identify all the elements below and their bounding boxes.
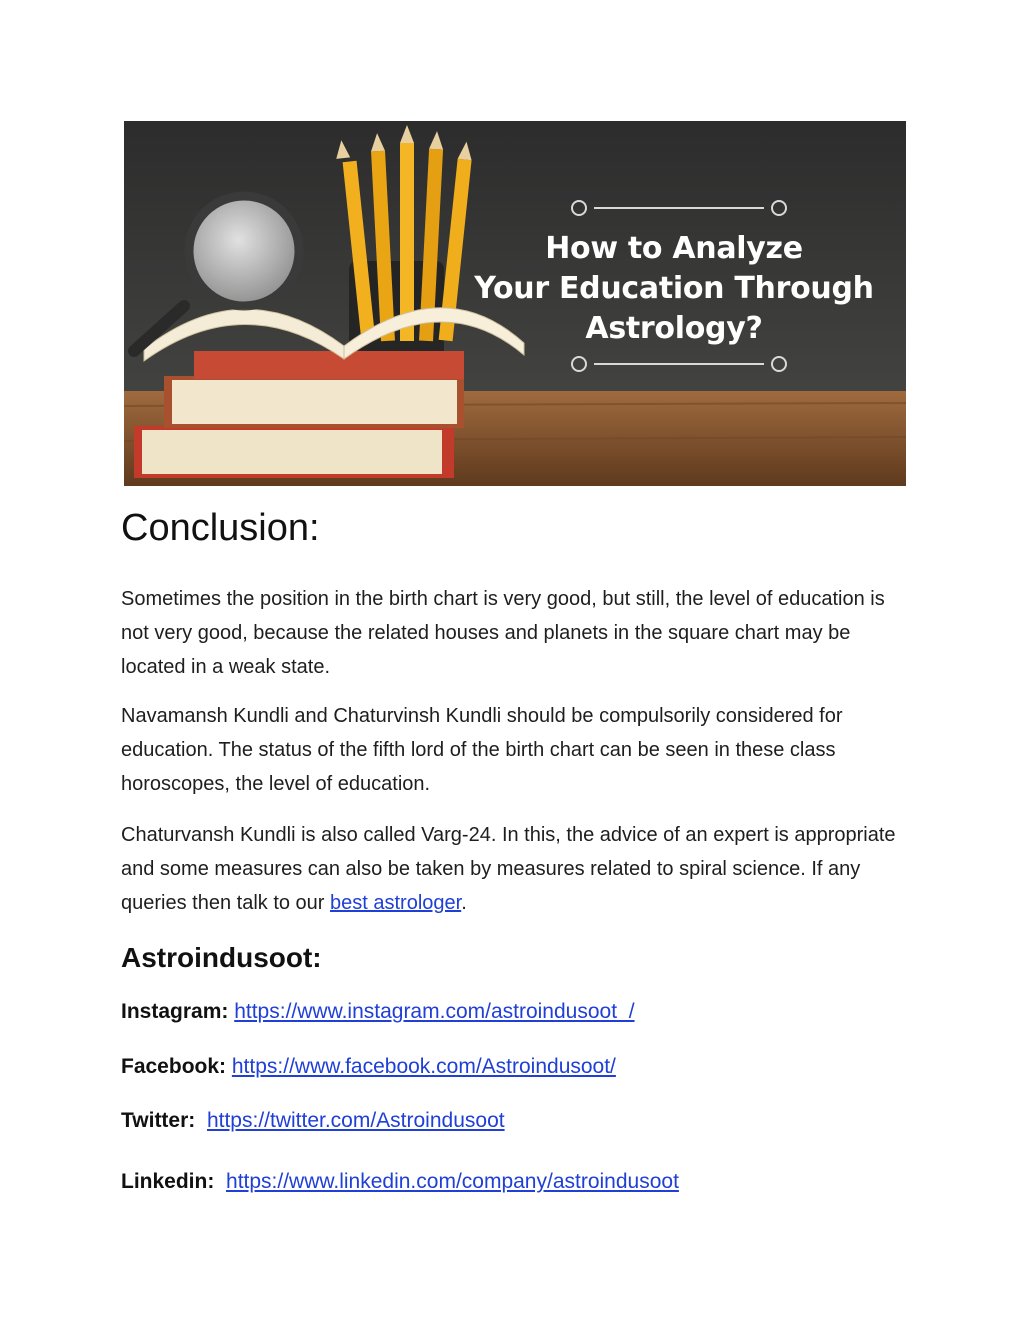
banner-headline-line-3: Astrology? (585, 311, 763, 346)
banner-headline-line-2: Your Education Through (474, 271, 874, 306)
facebook-row (121, 1055, 616, 1079)
conclusion-paragraph-2: Navamansh Kundli and Chaturvinsh Kundli should be compulsorily considered for education. The status of the fifth lord of the birth chart can be seen in these class horoscopes, the level of education. (121, 705, 843, 795)
astroindusoot-heading: Astroindusoot: (121, 942, 322, 973)
paragraph-3-text: Chaturvansh Kundli is also called Varg-24. In this, the advice of an expert is appropriate and some measures can also be taken by measures related to spiral science. If any queries then talk to our (121, 824, 896, 914)
instagram-row (121, 1000, 635, 1024)
twitter-row (121, 1109, 505, 1133)
facebook-link[interactable]: https://www.facebook.com/Astroindusoot/ (231, 1055, 616, 1078)
banner-image (124, 121, 906, 486)
twitter-link[interactable]: https://twitter.com/Astroindusoot (206, 1109, 505, 1132)
instagram-link[interactable]: https://www.instagram.com/astroindusoot_/ (234, 1000, 635, 1023)
best-astrologer-link[interactable]: best astrologer (330, 892, 462, 914)
twitter-label: Twitter: (121, 1109, 196, 1132)
linkedin-label: Linkedin: (121, 1170, 215, 1193)
linkedin-row (121, 1170, 679, 1194)
conclusion-paragraph-1: Sometimes the position in the birth chart is very good, but still, the level of education is not very good, because the related houses and planets in the square chart may be located in a weak state. (121, 588, 885, 678)
paragraph-3-end: . (461, 892, 467, 914)
instagram-label: Instagram: (121, 1000, 229, 1023)
linkedin-link[interactable]: https://www.linkedin.com/company/astroindusoot (226, 1170, 679, 1193)
facebook-label: Facebook: (121, 1055, 227, 1078)
banner-headline (454, 229, 894, 349)
banner-headline-line-1: How to Analyze (545, 231, 803, 266)
conclusion-paragraph-3 (121, 818, 911, 920)
conclusion-heading: Conclusion: (121, 507, 320, 549)
